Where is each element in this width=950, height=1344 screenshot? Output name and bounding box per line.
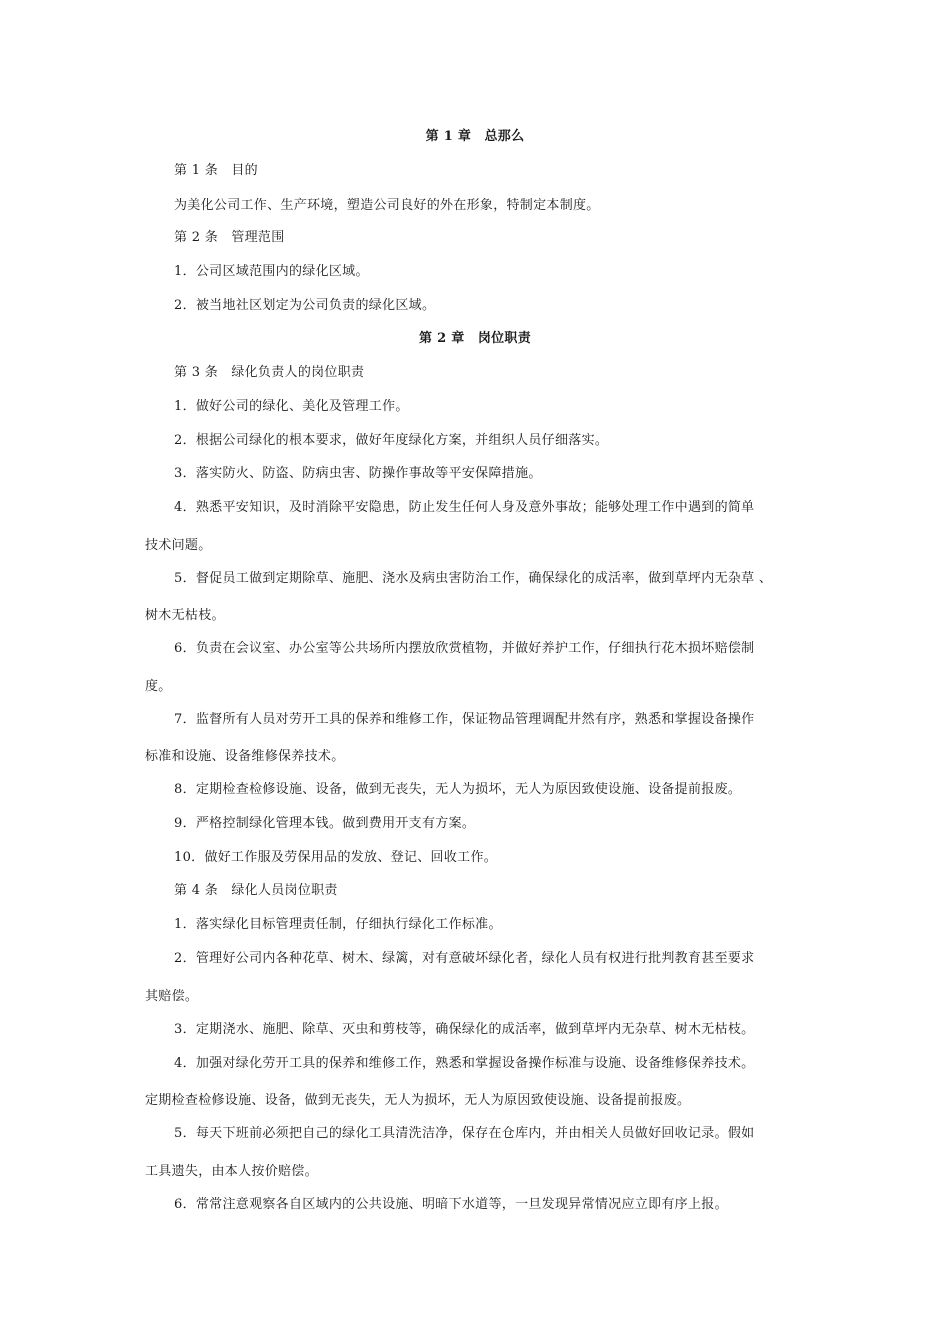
paragraph-line: 4．熟悉平安知识，及时消除平安隐患，防止发生任何人身及意外事故；能够处理工作中遇到的简单 bbox=[174, 500, 755, 515]
paragraph-line: 6．常常注意观察各自区域内的公共设施、明暗下水道等，一旦发现异常情况应立即有序上报。 bbox=[174, 1197, 728, 1212]
paragraph-line: 5．每天下班前必须把自己的绿化工具清洗洁净，保存在仓库内，并由相关人员做好回收记录。假如 bbox=[174, 1126, 755, 1141]
paragraph-line: 2．根据公司绿化的根本要求，做好年度绿化方案，并组织人员仔细落实。 bbox=[174, 433, 609, 448]
paragraph-line: 为美化公司工作、生产环境，塑造公司良好的外在形象，特制定本制度。 bbox=[174, 198, 600, 213]
paragraph-line: 2．管理好公司内各种花草、树木、绿篱，对有意破坏绿化者，绿化人员有权进行批判教育甚至要求 bbox=[174, 951, 755, 966]
paragraph-line: 度。 bbox=[145, 679, 172, 694]
paragraph-line: 其赔偿。 bbox=[145, 989, 199, 1004]
paragraph-line: 定期检查检修设施、设备，做到无丧失，无人为损坏，无人为原因致使设施、设备提前报废。 bbox=[145, 1093, 691, 1108]
paragraph-line: 5．督促员工做到定期除草、施肥、浇水及病虫害防治工作，确保绿化的成活率，做到草坪内无杂草 、 bbox=[174, 571, 773, 586]
paragraph-line: 3．定期浇水、施肥、除草、灭虫和剪枝等，确保绿化的成活率，做到草坪内无杂草、树木无枯枝。 bbox=[174, 1022, 755, 1037]
paragraph-line: 6．负责在会议室、办公室等公共场所内摆放欣赏植物，并做好养护工作，仔细执行花木损坏赔偿制 bbox=[174, 641, 755, 656]
paragraph-line: 1．公司区域范围内的绿化区域。 bbox=[174, 264, 369, 279]
paragraph-line: 3．落实防火、防盗、防病虫害、防操作事故等平安保障措施。 bbox=[174, 466, 542, 481]
paragraph-line: 技术问题。 bbox=[145, 538, 212, 553]
paragraph-line: 1．做好公司的绿化、美化及管理工作。 bbox=[174, 399, 409, 414]
paragraph-line: 工具遗失，由本人按价赔偿。 bbox=[145, 1164, 318, 1179]
paragraph-line: 8．定期检查检修设施、设备，做到无丧失，无人为损坏，无人为原因致使设施、设备提前报废。 bbox=[174, 782, 742, 797]
paragraph-line: 2．被当地社区划定为公司负责的绿化区域。 bbox=[174, 298, 436, 313]
paragraph-line: 7．监督所有人员对劳开工具的保养和维修工作，保证物品管理调配井然有序，熟悉和掌握设备操作 bbox=[174, 712, 755, 727]
paragraph-line: 树木无枯枝。 bbox=[145, 608, 225, 623]
article-title: 第 2 条 管理范围 bbox=[174, 230, 285, 245]
paragraph-line: 1．落实绿化目标管理责任制，仔细执行绿化工作标准。 bbox=[174, 917, 502, 932]
paragraph-line: 4．加强对绿化劳开工具的保养和维修工作，熟悉和掌握设备操作标准与设施、设备维修保养技术。 bbox=[174, 1056, 755, 1071]
article-title: 第 3 条 绿化负责人的岗位职责 bbox=[174, 365, 365, 380]
chapter-title: 第 1 章 总那么 bbox=[425, 129, 525, 144]
chapter-title: 第 2 章 岗位职责 bbox=[418, 331, 532, 346]
paragraph-line: 标准和设施、设备维修保养技术。 bbox=[145, 749, 345, 764]
paragraph-line: 9．严格控制绿化管理本钱。做到费用开支有方案。 bbox=[174, 816, 476, 831]
paragraph-line: 10．做好工作服及劳保用品的发放、登记、回收工作。 bbox=[174, 850, 498, 865]
article-title: 第 1 条 目的 bbox=[174, 163, 258, 178]
article-title: 第 4 条 绿化人员岗位职责 bbox=[174, 883, 338, 898]
